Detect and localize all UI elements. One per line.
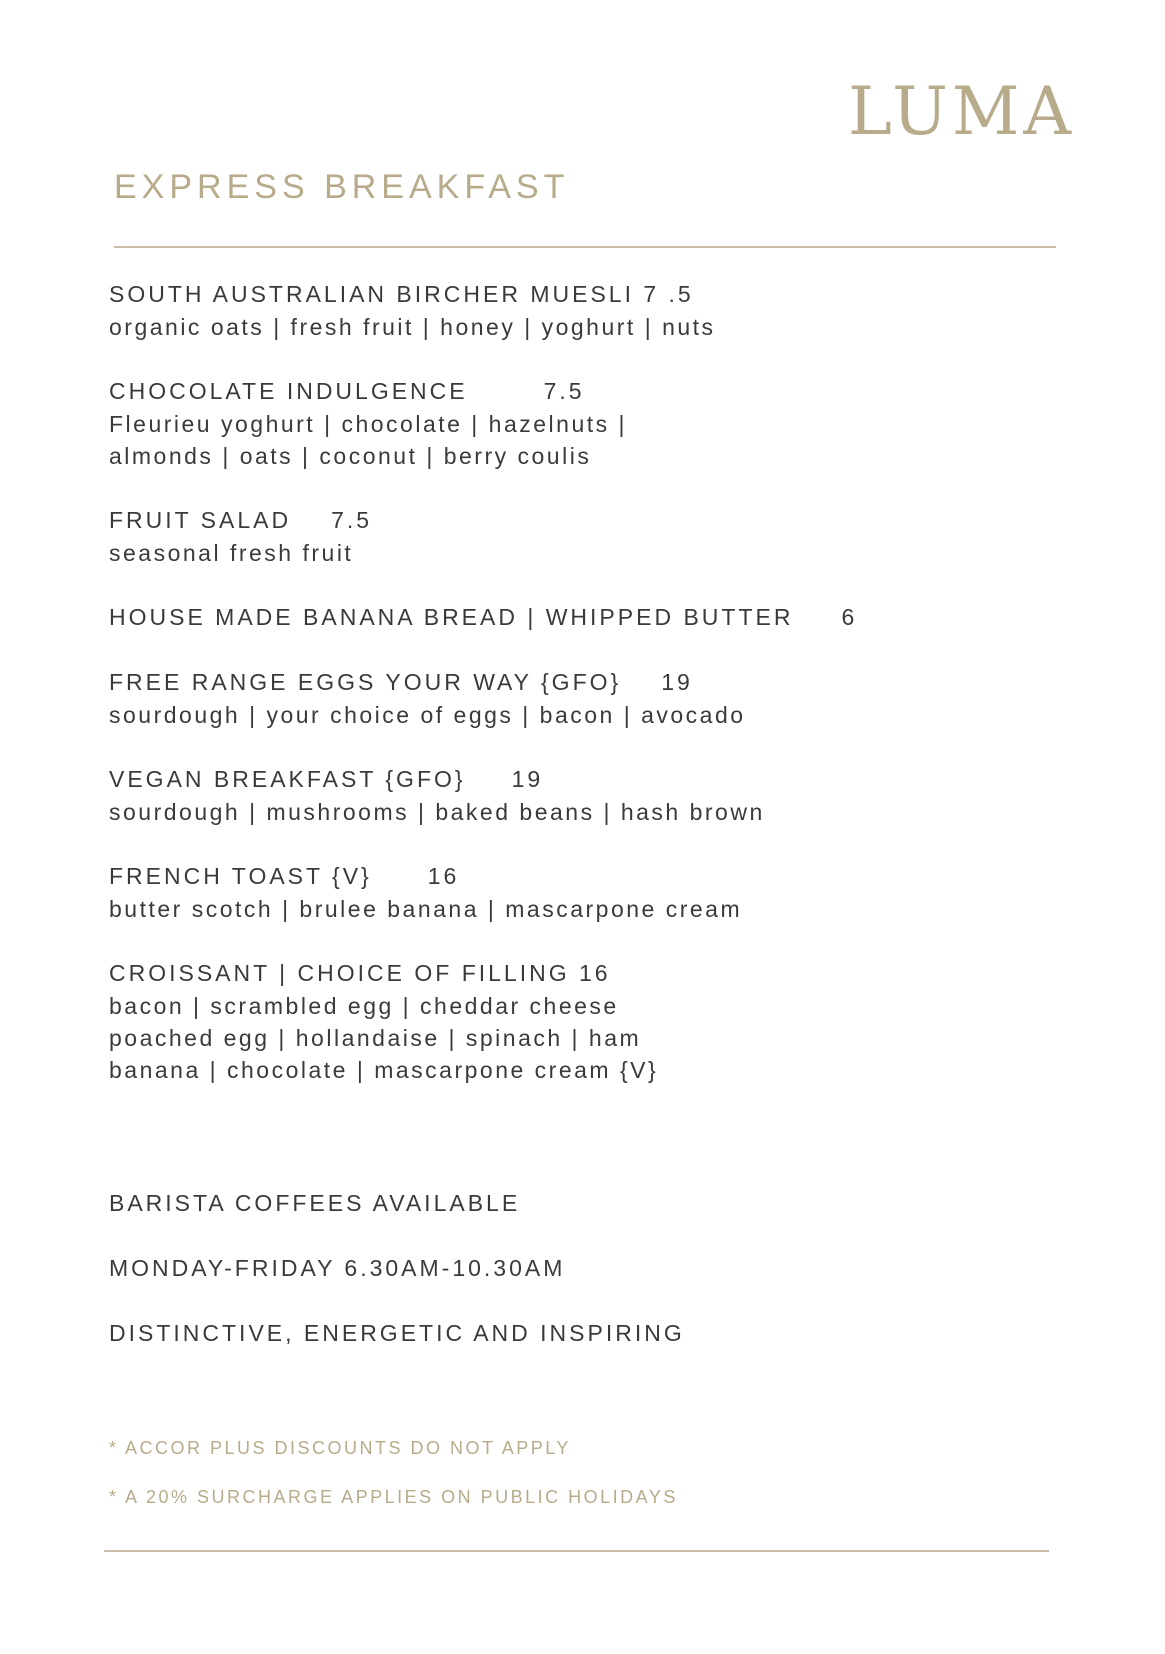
- luma-logo: LUMA: [848, 73, 1076, 150]
- menu-item-french-toast: [109, 860, 1069, 925]
- menu-item-chocolate-indulgence: [109, 375, 1069, 472]
- item-description: organic oats | fresh fruit | honey | yoghurt | nuts: [109, 314, 716, 340]
- info-barista-coffees: BARISTA COFFEES AVAILABLE: [109, 1190, 521, 1216]
- note-surcharge: * A 20% SURCHARGE APPLIES ON PUBLIC HOLIDAYS: [109, 1487, 678, 1507]
- item-description: bacon | scrambled egg | cheddar cheese: [109, 993, 619, 1019]
- item-price: 19: [511, 766, 544, 792]
- item-price: 16: [427, 863, 460, 889]
- bottom-divider: [104, 1550, 1049, 1552]
- item-description: sourdough | mushrooms | baked beans | hash brown: [109, 799, 765, 825]
- info-opening-hours: MONDAY-FRIDAY 6.30AM-10.30AM: [109, 1255, 566, 1281]
- menu-item-croissant: [109, 957, 1069, 1086]
- item-price: 19: [661, 669, 693, 695]
- top-divider: [114, 246, 1056, 248]
- item-price: 7 .5: [643, 281, 694, 307]
- item-name: FREE RANGE EGGS YOUR WAY {GFO}: [109, 669, 622, 695]
- item-price: 16: [579, 960, 611, 986]
- item-description: sourdough | your choice of eggs | bacon | avocado: [109, 702, 746, 728]
- info-tagline: DISTINCTIVE, ENERGETIC AND INSPIRING: [109, 1320, 685, 1346]
- item-price: 7.5: [331, 507, 373, 533]
- item-description: poached egg | hollandaise | spinach | ham: [109, 1025, 642, 1051]
- item-description: almonds | oats | coconut | berry coulis: [109, 443, 592, 469]
- note-accor-plus: * ACCOR PLUS DISCOUNTS DO NOT APPLY: [109, 1438, 571, 1458]
- menu-item-free-range-eggs: [109, 666, 1069, 731]
- item-description: banana | chocolate | mascarpone cream {V}: [109, 1057, 659, 1083]
- menu-item-vegan-breakfast: [109, 763, 1069, 828]
- menu-item-fruit-salad: [109, 504, 1069, 569]
- item-name: VEGAN BREAKFAST {GFO}: [109, 766, 466, 792]
- item-name: FRENCH TOAST {V}: [109, 863, 372, 889]
- item-description: Fleurieu yoghurt | chocolate | hazelnuts |: [109, 411, 627, 437]
- menu-item-banana-bread: [109, 601, 1069, 634]
- item-name: HOUSE MADE BANANA BREAD | WHIPPED BUTTER: [109, 604, 794, 630]
- item-description: butter scotch | brulee banana | mascarpone cream: [109, 896, 743, 922]
- page-title: EXPRESS BREAKFAST: [114, 168, 570, 206]
- item-price: 7.5: [543, 378, 585, 404]
- item-name: FRUIT SALAD: [109, 507, 292, 533]
- item-description: seasonal fresh fruit: [109, 540, 354, 566]
- menu-item-bircher-muesli: [109, 278, 1069, 343]
- item-name: CROISSANT | CHOICE OF FILLING: [109, 960, 570, 986]
- menu-list: [109, 278, 1069, 1118]
- item-name: SOUTH AUSTRALIAN BIRCHER MUESLI: [109, 281, 634, 307]
- item-name: CHOCOLATE INDULGENCE: [109, 378, 468, 404]
- item-price: 6: [841, 604, 858, 630]
